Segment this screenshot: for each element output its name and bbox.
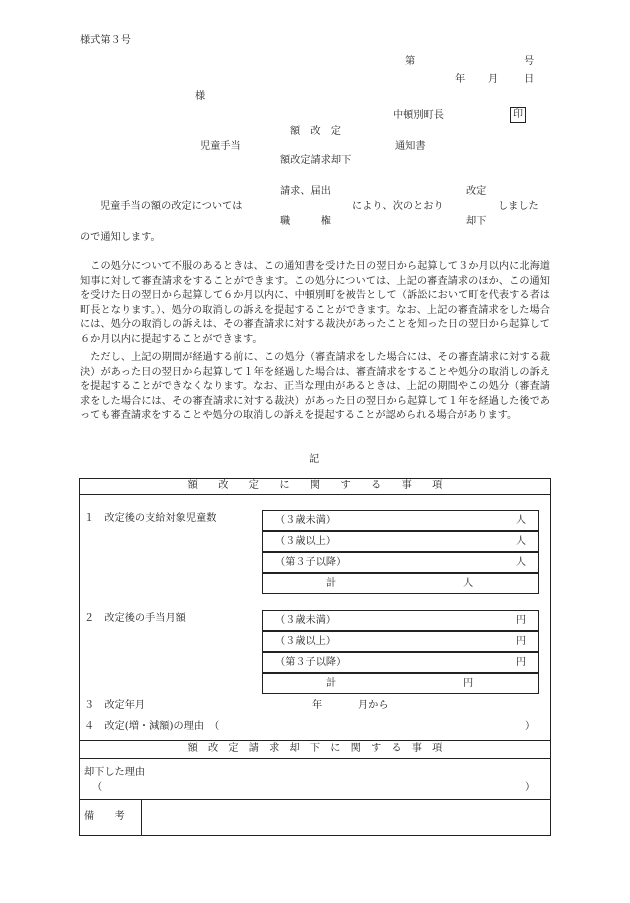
reason-close-paren: ） xyxy=(525,721,536,732)
remarks-label: 備 考 xyxy=(84,811,125,822)
notice-bottom-reason: 職 権 xyxy=(280,216,331,227)
remarks-divider xyxy=(141,799,142,836)
divider xyxy=(79,799,551,800)
row-label: （３歳以上） xyxy=(275,636,337,647)
item-reason-label: ４ 改定(増・減額)の理由 （ xyxy=(84,721,220,732)
row-unit: 円 xyxy=(515,657,526,668)
amount-total-row xyxy=(262,673,539,694)
item-monthly-amount-label: ２ 改定後の手当月額 xyxy=(84,613,186,624)
item-children-count-label: １ 改定後の支給対象児童数 xyxy=(84,513,217,524)
row-unit: 円 xyxy=(515,615,526,626)
title-top: 額 改 定 xyxy=(290,126,341,137)
total-unit: 円 xyxy=(463,678,474,689)
section-header-rejection: 額 改 定 請 求 却 下 に 関 す る 事 項 xyxy=(187,743,443,754)
amount-row-third-child xyxy=(262,652,539,673)
issuer-name: 中頓別町長 xyxy=(393,110,444,121)
notice-top-reason: 請求、届出 xyxy=(280,186,331,197)
title-bottom: 額改定請求却下 xyxy=(280,155,352,166)
row-unit: 人 xyxy=(515,536,526,547)
revision-month-unit: 月から xyxy=(358,700,389,711)
notice-top-action: 改定 xyxy=(466,186,487,197)
total-label: 計 xyxy=(326,578,337,589)
seal-box: 印 xyxy=(510,107,526,123)
item-revision-month-label: ３ 改定年月 xyxy=(84,700,146,711)
row-label: （３歳未満） xyxy=(275,515,337,526)
rejection-open-paren: （ xyxy=(92,782,103,793)
rejection-reason-label: 却下した理由 xyxy=(84,767,146,778)
date-day: 日 xyxy=(524,74,535,85)
row-unit: 人 xyxy=(515,515,526,526)
children-row-third-child xyxy=(262,552,539,573)
notice-lead: 児童手当の額の改定については xyxy=(100,201,243,212)
rejection-close-paren: ） xyxy=(525,782,536,793)
section-header-revision: 額 改 定 に 関 す る 事 項 xyxy=(187,480,443,491)
row-label: （第３子以降） xyxy=(275,657,347,668)
notice-middle: により、次のとおり xyxy=(352,201,444,212)
notice-tail: しました xyxy=(498,201,539,212)
row-unit: 人 xyxy=(515,557,526,568)
document-number-prefix: 第 xyxy=(405,56,416,67)
date-month: 月 xyxy=(488,74,499,85)
children-total-row xyxy=(262,573,539,594)
notice-bottom-action: 却下 xyxy=(466,216,487,227)
title-left: 児童手当 xyxy=(200,141,241,152)
appeal-paragraph-2: ただし、上記の期間が経過する前に、この処分（審査請求をした場合には、その審査請求に対する裁決）があった日の翌日から起算して１年を経過した場合は、審査請求をすることや処分の取消しの訴えを提起することができなくなります。なお、正当な理由があるときは、上記の期間やこの処分（審査請求をした場合には、その審査請求に対する裁決）があった日の翌日から起算して１年を経過した後であっても審査請求をすることや処分の取消しの訴えを提起することが認められる場合があります。 xyxy=(80,352,550,421)
notice-continuation: ので通知します。 xyxy=(80,232,161,243)
row-label: （第３子以降） xyxy=(275,557,347,568)
divider xyxy=(79,494,551,495)
amount-row-over3 xyxy=(262,631,539,652)
divider xyxy=(79,740,551,741)
date-year: 年 xyxy=(455,74,466,85)
row-unit: 円 xyxy=(515,636,526,647)
form-number: 様式第３号 xyxy=(80,35,131,46)
children-row-over3 xyxy=(262,531,539,552)
ki-marker: 記 xyxy=(309,454,320,465)
addressee-suffix: 様 xyxy=(195,91,206,102)
total-label: 計 xyxy=(326,678,337,689)
appeal-paragraph-1: この処分について不服のあるときは、この通知書を受けた日の翌日から起算して３か月以内に北海道知事に対して審査請求をすることができます。この処分については、上記の審査請求のほか、この通知を受けた日の翌日から起算して６か月以内に、中頓別町を被告として（訴訟において町を代表する者は町長となります。）、処分の取消しの訴えを提起することができます。なお、上記の審査請求をした場合には、処分の取消しの訴えは、その審査請求に対する裁決があったことを知った日の翌日から起算して６か月以内に提起することができます。 xyxy=(80,261,550,345)
row-label: （３歳以上） xyxy=(275,536,337,547)
document-number-suffix: 号 xyxy=(524,56,535,67)
total-unit: 人 xyxy=(463,578,474,589)
children-row-under3 xyxy=(262,510,539,531)
title-right: 通知書 xyxy=(395,141,426,152)
amount-row-under3 xyxy=(262,610,539,631)
divider xyxy=(79,758,551,759)
revision-year-unit: 年 xyxy=(312,700,323,711)
row-label: （３歳未満） xyxy=(275,615,337,626)
